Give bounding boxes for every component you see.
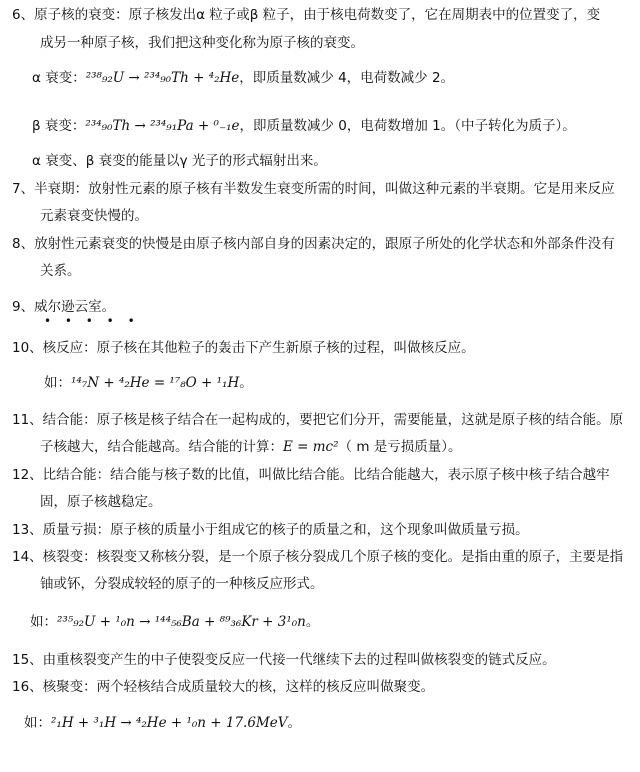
binding-energy-equation: E = mc²	[283, 439, 339, 455]
item-11-line-1: 11、结合能：原子核是核子结合在一起构成的，要把它们分开，需要能量，这就是原子核的结合能。原	[12, 412, 624, 428]
example-1-equation: ¹⁴₇N + ⁴₂He = ¹⁷₈O + ¹₁H	[71, 375, 240, 391]
example-2-equation: ²³⁵₉₂U + ¹₀n → ¹⁴⁴₅₆Ba + ⁸⁹₃₆Kr + 3¹₀n	[57, 614, 306, 630]
item-11-line-2-text: 子核越大，结合能越高。结合能的计算：	[40, 439, 283, 455]
alpha-decay-line	[32, 67, 454, 89]
example-3-equation: ²₁H + ³₁H → ⁴₂He + ¹₀n + 17.6MeV	[51, 715, 288, 731]
beta-decay-description: ，即质量数减少 0，电荷数增加 1。（中子转化为质子）。	[239, 118, 576, 134]
example-1-label: 如：	[44, 375, 71, 391]
item-6-line-1: 6、原子核的衰变：原子核发出α 粒子或β 粒子，由于核电荷数变了，它在周期表中的位置变了，变	[12, 7, 601, 23]
example-1-end: 。	[239, 375, 253, 391]
example-3-line	[24, 712, 301, 734]
item-10: 10、核反应：原子核在其他粒子的轰击下产生新原子核的过程，叫做核反应。	[12, 340, 475, 356]
example-3-end: 。	[287, 715, 301, 731]
item-7-line-1: 7、半衰期：放射性元素的原子核有半数发生衰变所需的时间，叫做这种元素的半衰期。它是用来反应	[12, 181, 615, 197]
example-1-line	[44, 372, 253, 394]
item-12-line-1: 12、比结合能：结合能与核子数的比值，叫做比结合能。比结合能越大，表示原子核中核子结合越牢	[12, 467, 610, 483]
item-9: 9、威尔逊云室。	[12, 299, 116, 315]
item-8-line-2: 关系。	[40, 263, 81, 279]
item-14-line-2: 铀或钚，分裂成较轻的原子的一种核反应形式。	[40, 576, 324, 592]
example-2-end: 。	[305, 614, 320, 630]
example-2-label: 如：	[30, 614, 57, 630]
alpha-decay-equation: ²³⁸₉₂U → ²³⁴₉₀Th + ⁴₂He	[85, 70, 240, 86]
item-11-line-2	[40, 436, 462, 458]
item-11-line-2-end: （ m 是亏损质量）。	[338, 439, 462, 455]
item-6-line-2: 成另一种原子核，我们把这种变化称为原子核的衰变。	[40, 35, 364, 51]
item-12-line-2: 固，原子核越稳定。	[40, 494, 162, 510]
item-15: 15、由重核裂变产生的中子使裂变反应一代接一代继续下去的过程叫做核裂变的链式反应。	[12, 652, 556, 668]
item-16: 16、核聚变：两个轻核结合成质量较大的核，这样的核反应叫做聚变。	[12, 679, 435, 695]
beta-decay-line	[32, 115, 576, 137]
example-3-label: 如：	[24, 715, 51, 731]
alpha-decay-label: α 衰变：	[32, 70, 86, 86]
item-7-line-2: 元素衰变快慢的。	[40, 208, 148, 224]
beta-decay-label: β 衰变：	[32, 118, 86, 134]
beta-decay-equation: ²³⁴₉₀Th → ²³⁴₉₁Pa + ⁰₋₁e	[85, 118, 240, 134]
item-14-line-1: 14、核裂变：核裂变又称核分裂，是一个原子核分裂成几个原子核的变化。是指由重的原子，主要是指	[12, 549, 624, 565]
example-2-line	[30, 611, 319, 633]
item-8-line-1: 8、放射性元素衰变的快慢是由原子核内部自身的因素决定的，跟原子所处的化学状态和外部条件没有	[12, 236, 615, 252]
emphasis-dots: • • • • •	[44, 314, 140, 328]
gamma-radiation-line: α 衰变、β 衰变的能量以γ 光子的形式辐射出来。	[32, 153, 327, 169]
alpha-decay-description: ，即质量数减少 4，电荷数减少 2。	[239, 70, 455, 86]
item-13: 13、质量亏损：原子核的质量小于组成它的核子的质量之和，这个现象叫做质量亏损。	[12, 522, 529, 538]
